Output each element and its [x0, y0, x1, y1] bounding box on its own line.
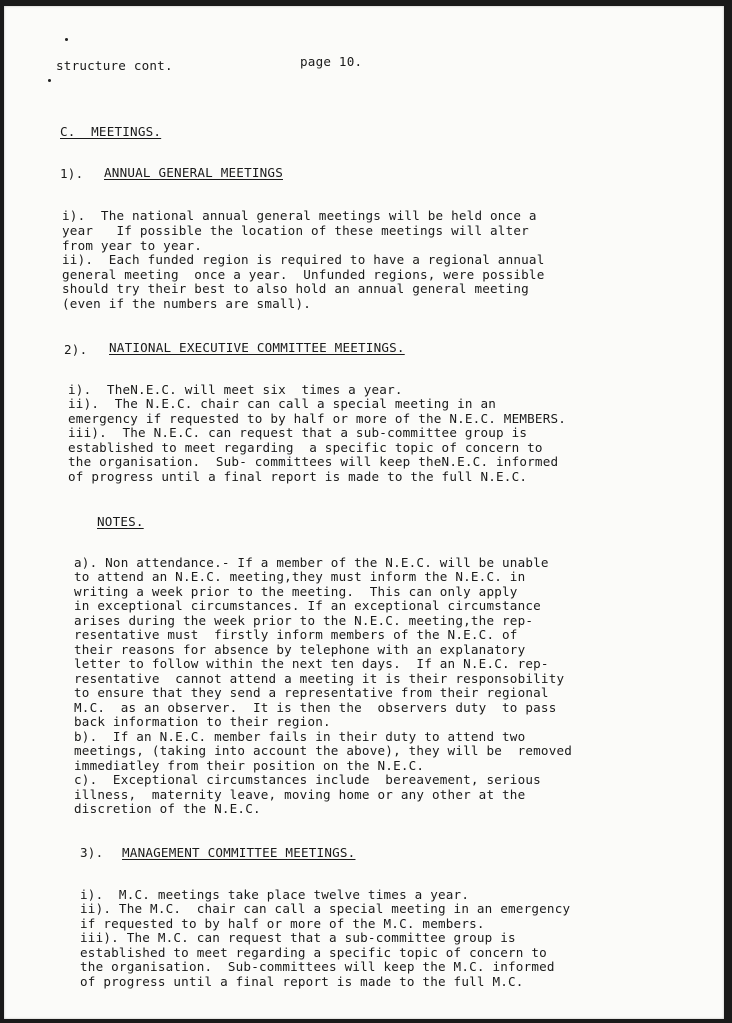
agm-line: should try their best to also hold an annual general meeting [62, 281, 529, 296]
notes-line: in exceptional circumstances. If an exceptional circumstance [74, 598, 541, 613]
notes-line: back information to their region. [74, 714, 331, 729]
nec-number: 2). [64, 342, 88, 357]
nec-line: i). TheN.E.C. will meet six times a year. [68, 382, 403, 397]
notes-line: a). Non attendance.- If a member of the N.E.C. will be unable [74, 555, 549, 570]
agm-line: general meeting once a year. Unfunded regions, were possible [62, 267, 545, 282]
notes-line: M.C. as an observer. It is then the observers duty to pass [74, 700, 557, 715]
notes-line: b). If an N.E.C. member fails in their duty to attend two [74, 729, 526, 744]
notes-line: resentative must firstly inform members of the N.E.C. of [74, 627, 518, 642]
mc-line: established to meet regarding a specific topic of concern to [80, 945, 547, 960]
notes-line: illness, maternity leave, moving home or any other at the [74, 787, 526, 802]
mc-line: ii). The M.C. chair can call a special meeting in an emergency [80, 901, 571, 916]
notes-heading: NOTES. [97, 514, 144, 529]
nec-line: iii). The N.E.C. can request that a sub-committee group is [68, 425, 528, 440]
header-left: structure cont. [56, 58, 173, 73]
scan-speck [65, 38, 68, 41]
nec-line: of progress until a final report is made to the full N.E.C. [68, 469, 528, 484]
notes-line: immediatley from their position on the N.E.C. [74, 758, 425, 773]
scan-speck [48, 79, 51, 82]
section-c-title: C. MEETINGS. [60, 124, 162, 139]
notes-line: arises during the week prior to the N.E.C. meeting,the rep- [74, 613, 534, 628]
mc-line: iii). The M.C. can request that a sub-committee group is [80, 930, 516, 945]
mc-line: if requested to by half or more of the M.C. members. [80, 916, 485, 931]
nec-line: ii). The N.E.C. chair can call a special meeting in an [68, 396, 497, 411]
document-page [4, 6, 724, 1019]
mc-line: of progress until a final report is made to the full M.C. [80, 974, 524, 989]
notes-line: discretion of the N.E.C. [74, 801, 261, 816]
page-number: page 10. [300, 54, 363, 69]
mc-line: the organisation. Sub-committees will keep the M.C. informed [80, 959, 555, 974]
agm-line: ii). Each funded region is required to have a regional annual [62, 252, 545, 267]
notes-line: meetings, (taking into account the above), they will be removed [74, 743, 573, 758]
nec-heading: NATIONAL EXECUTIVE COMMITTEE MEETINGS. [109, 340, 405, 355]
mc-line: i). M.C. meetings take place twelve times a year. [80, 887, 470, 902]
notes-line: writing a week prior to the meeting. This can only apply [74, 584, 518, 599]
notes-line: resentative cannot attend a meeting it is their responsobility [74, 671, 565, 686]
nec-line: emergency if requested to by half or more of the N.E.C. MEMBERS. [68, 411, 567, 426]
notes-line: letter to follow within the next ten days. If an N.E.C. rep- [74, 656, 549, 671]
notes-line: c). Exceptional circumstances include bereavement, serious [74, 772, 541, 787]
agm-line: (even if the numbers are small). [62, 296, 312, 311]
agm-heading: ANNUAL GENERAL MEETINGS [104, 165, 283, 180]
nec-line: established to meet regarding a specific topic of concern to [68, 440, 543, 455]
notes-line: to attend an N.E.C. meeting,they must inform the N.E.C. in [74, 569, 526, 584]
agm-line: i). The national annual general meetings will be held once a [62, 208, 537, 223]
agm-number: 1). [60, 166, 84, 181]
mc-number: 3). [80, 845, 104, 860]
notes-line: their reasons for absence by telephone with an explanatory [74, 642, 526, 657]
mc-heading: MANAGEMENT COMMITTEE MEETINGS. [122, 845, 356, 860]
notes-line: to ensure that they send a representative from their regional [74, 685, 549, 700]
agm-line: year If possible the location of these meetings will alter [62, 223, 529, 238]
agm-line: from year to year. [62, 238, 203, 253]
nec-line: the organisation. Sub- committees will keep theN.E.C. informed [68, 454, 559, 469]
